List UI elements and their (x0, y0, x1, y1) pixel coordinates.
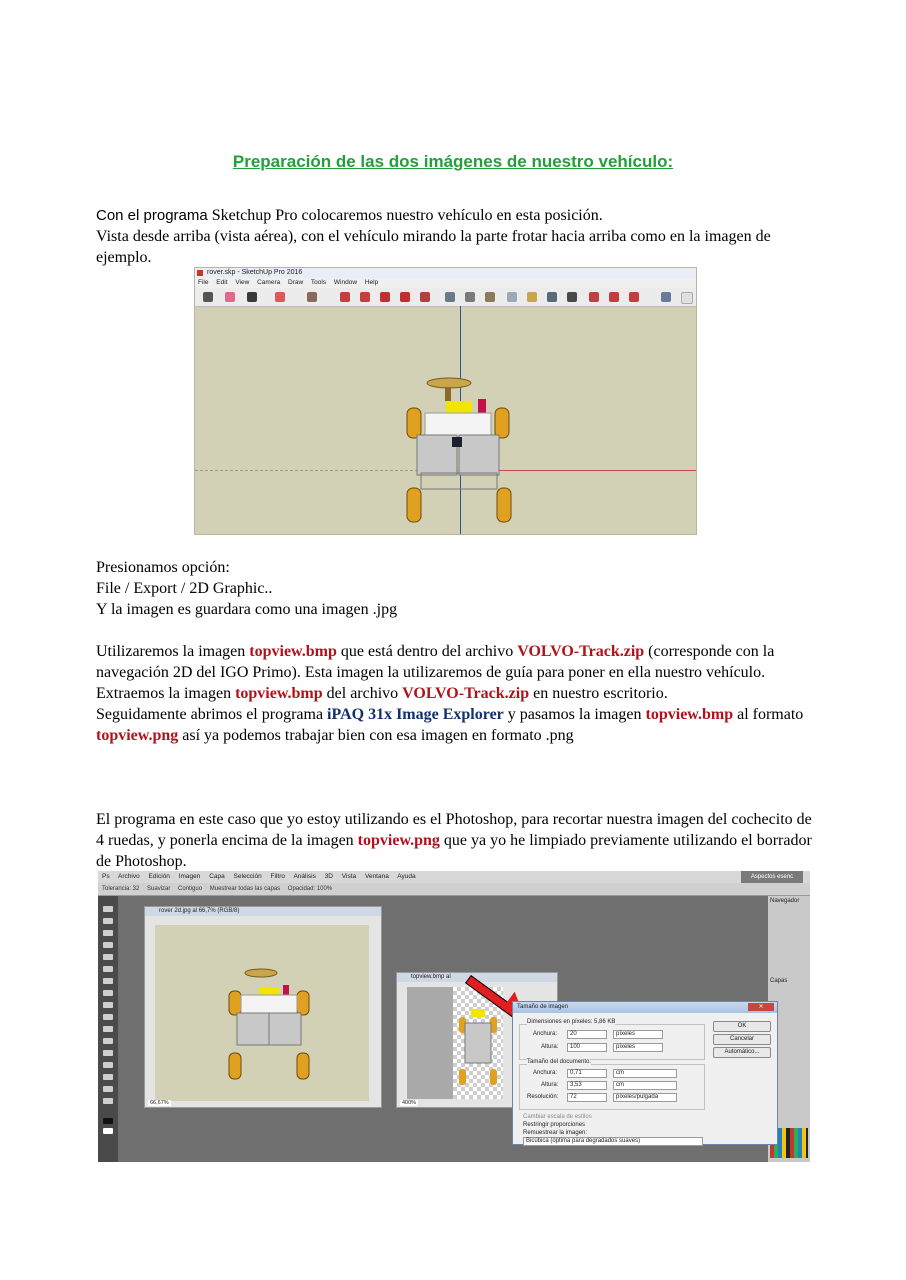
component-icon[interactable] (609, 292, 619, 302)
text-run: del archivo (322, 685, 403, 702)
doc2-pasteboard (407, 987, 453, 1099)
topview-paragraph (96, 641, 816, 746)
pixel-width-unit-select[interactable]: píxeles (613, 1030, 663, 1039)
sketchup-menubar (195, 278, 696, 288)
filename-volvo-zip: VOLVO-Track.zip (402, 685, 530, 702)
ok-button[interactable]: OK (713, 1021, 771, 1032)
export-line2: File / Export / 2D Graphic.. (96, 580, 273, 597)
hand-tool-icon[interactable] (103, 1086, 113, 1092)
filename-topview-bmp: topview.bmp (645, 706, 734, 723)
antialias-checkbox[interactable]: Suavizar (147, 886, 171, 892)
filename-topview-png: topview.png (96, 727, 179, 744)
doc2-zoom-level[interactable]: 400% (402, 1100, 417, 1106)
eraser-tool-icon[interactable] (225, 292, 235, 302)
rotate-tool-icon[interactable] (400, 292, 410, 302)
pixel-height-input[interactable]: 100 (567, 1043, 607, 1052)
filename-volvo-zip: VOLVO-Track.zip (517, 643, 645, 660)
rover-model-image (219, 967, 319, 1087)
resolution-unit-select[interactable]: píxeles/pulgada (613, 1093, 677, 1102)
dialog-title: Tamaño de imagen (517, 1004, 569, 1010)
doc-height-label: Altura: (541, 1082, 559, 1088)
intro-line1: Sketchup Pro colocaremos nuestro vehículo en esta posición. (207, 207, 603, 224)
shape-tool-icon[interactable] (103, 1074, 113, 1080)
extension-icon[interactable] (629, 292, 639, 302)
ps-menu-vista[interactable]: Vista (341, 873, 357, 880)
doc1-zoom-level[interactable]: 66,67% (150, 1100, 169, 1106)
ps-menu-seleccion[interactable]: Selección (233, 873, 262, 880)
brush-tool-icon[interactable] (103, 978, 113, 984)
resolution-input[interactable]: 72 (567, 1093, 607, 1102)
zoom-tool-icon[interactable] (103, 1098, 113, 1104)
image-size-dialog (512, 1001, 778, 1145)
sketchup-titlebar (195, 268, 696, 278)
rover-model-image (395, 373, 525, 533)
select-tool-icon[interactable] (203, 292, 213, 302)
scale-styles-checkbox[interactable]: Cambiar escala de estilos (523, 1114, 592, 1120)
doc-width-label: Anchura: (533, 1070, 558, 1076)
resample-method-select[interactable]: Bicúbica (óptima para degradados suaves) (523, 1137, 703, 1146)
constrain-proportions-checkbox[interactable]: Restringir proporciones (523, 1122, 586, 1128)
sketchup-window-title: rover.skp - SketchUp Pro 2016 (207, 269, 303, 276)
document-size-label: Tamaño del documento: (527, 1059, 592, 1065)
ps-menu-imagen[interactable]: Imagen (178, 873, 201, 880)
navigator-panel[interactable]: Navegador (770, 898, 800, 904)
tape-tool-icon[interactable] (445, 292, 455, 302)
menu-tools[interactable]: Tools (310, 279, 327, 286)
eraser-tool-icon[interactable] (103, 1002, 113, 1008)
ps-menu-filtro[interactable]: Filtro (270, 873, 285, 880)
style-icon[interactable] (681, 292, 693, 304)
marquee-tool-icon[interactable] (103, 918, 113, 924)
resample-checkbox[interactable]: Remuestrear la imagen: (523, 1130, 588, 1136)
pixel-width-input[interactable]: 20 (567, 1030, 607, 1039)
text-tool-icon[interactable] (465, 292, 475, 302)
pixel-dimensions-group (519, 1024, 705, 1060)
export-line1: Presionamos opción: (96, 559, 230, 576)
pixel-width-label: Anchura: (533, 1031, 558, 1037)
wand-tool-icon[interactable] (103, 942, 113, 948)
menu-view[interactable]: View (235, 279, 250, 286)
ps-menu-capa[interactable]: Capa (209, 873, 225, 880)
doc-height-unit-select[interactable]: cm (613, 1081, 677, 1090)
menu-window[interactable]: Window (333, 279, 358, 286)
pen-tool-icon[interactable] (103, 1038, 113, 1044)
doc-height-input[interactable]: 3,53 (567, 1081, 607, 1090)
doc-width-unit-select[interactable]: cm (613, 1069, 677, 1078)
dialog-titlebar (513, 1002, 777, 1013)
filename-topview-png: topview.png (357, 832, 440, 849)
followme-tool-icon[interactable] (360, 292, 370, 302)
zoom-tool-icon[interactable] (547, 292, 557, 302)
ps-menu-archivo[interactable]: Archivo (118, 873, 140, 880)
rover-canvas[interactable] (155, 925, 369, 1101)
pixel-dimensions-label: Dimensiones en píxeles: 5,86 KB (527, 1019, 616, 1025)
opacity-field[interactable]: Opacidad: 100% (287, 886, 333, 892)
lasso-tool-icon[interactable] (103, 930, 113, 936)
sketchup-app-icon (197, 270, 203, 276)
rover-thumbnail-image (457, 1005, 499, 1095)
cancel-button[interactable]: Cancelar (713, 1034, 771, 1045)
text-run: que está dentro del archivo (336, 643, 518, 660)
scale-tool-icon[interactable] (420, 292, 430, 302)
axes-tool-icon[interactable] (485, 292, 495, 302)
rover-document-window[interactable] (144, 906, 382, 1108)
workspace-button[interactable]: Aspectos esenc (741, 871, 803, 883)
text-run: (corresponde con la navegación 2D del IGO Primo). Esta imagen la utilizaremos de guía para poner en ella nuestro vehículo. (96, 643, 775, 681)
crop-tool-icon[interactable] (103, 954, 113, 960)
sketchup-toolbar (195, 288, 696, 307)
ps-logo-icon: Ps (102, 873, 110, 880)
dialog-close-button[interactable]: ✕ (748, 1003, 774, 1011)
tolerance-field[interactable]: Tolerancia: 32 (102, 886, 140, 892)
text-run: así ya podemos trabajar bien con esa imagen en formato .png (178, 727, 574, 744)
photoshop-paragraph (96, 809, 816, 872)
photoshop-screenshot (98, 871, 810, 1162)
photoshop-menubar (98, 871, 810, 883)
orbit-tool-icon[interactable] (507, 292, 517, 302)
menu-help[interactable]: Help (364, 279, 379, 286)
background-color-icon[interactable] (103, 1128, 113, 1134)
page-title: Preparación de las dos imágenes de nuestro vehículo: (232, 152, 674, 171)
pushpull-tool-icon[interactable] (340, 292, 350, 302)
ps-menu-edicion[interactable]: Edición (148, 873, 170, 880)
text-run: El programa en este caso que yo estoy utilizando es el Photoshop, para recortar nuestra imagen del cochecito de 4 ruedas, y ponerla encima de la imagen (96, 811, 812, 849)
doc1-title: rover 2d.jpg al 66,7% (RGB/8) (159, 908, 240, 914)
type-tool-icon[interactable] (103, 1050, 113, 1056)
intro-lead: Con el programa (96, 207, 208, 224)
resolution-label: Resolución: (527, 1094, 559, 1100)
move-tool-icon[interactable] (103, 906, 113, 912)
ps-menu-ayuda[interactable]: Ayuda (397, 873, 416, 880)
filename-topview-bmp: topview.bmp (235, 685, 323, 702)
export-paragraph (96, 557, 816, 620)
menu-edit[interactable]: Edit (216, 279, 228, 286)
ps-menu-analisis[interactable]: Análisis (293, 873, 316, 880)
zoom-extents-icon[interactable] (567, 292, 577, 302)
foreground-color-icon[interactable] (103, 1118, 113, 1124)
pan-tool-icon[interactable] (527, 292, 537, 302)
text-run: y pasamos la imagen (503, 706, 646, 723)
text-run: Utilizaremos la imagen (96, 643, 250, 660)
layout-icon[interactable] (661, 292, 671, 302)
menu-camera[interactable]: Camera (257, 279, 281, 286)
intro-line2: Vista desde arriba (vista aérea), con el vehículo mirando la parte frotar hacia arriba como en la imagen de ejemplo. (96, 228, 771, 266)
warehouse-icon[interactable] (589, 292, 599, 302)
text-run: que ya yo he limpiado previamente utilizando el borrador de Photoshop. (96, 832, 812, 870)
pixel-height-label: Altura: (541, 1044, 559, 1050)
doc1-titlebar (145, 907, 381, 916)
dodge-tool-icon[interactable] (103, 1026, 113, 1032)
ps-menu-ventana[interactable]: Ventana (364, 873, 389, 880)
text-run: Extraemos la imagen (96, 685, 236, 702)
eyedropper-tool-icon[interactable] (103, 966, 113, 972)
text-run: Seguidamente abrimos el programa (96, 706, 328, 723)
contiguous-checkbox[interactable]: Contiguo (178, 886, 203, 892)
sketchup-screenshot (194, 267, 697, 535)
doc2-title: topview.bmp al (411, 974, 451, 980)
options-bar (98, 883, 810, 896)
doc-width-input[interactable]: 0,71 (567, 1069, 607, 1078)
path-tool-icon[interactable] (103, 1062, 113, 1068)
text-run: al formato (733, 706, 804, 723)
auto-button[interactable]: Automático... (713, 1047, 771, 1058)
text-run: en nuestro escritorio. (529, 685, 668, 702)
bucket-tool-icon[interactable] (103, 1014, 113, 1020)
menu-file[interactable]: File (198, 279, 209, 286)
paint-tool-icon[interactable] (307, 292, 317, 302)
export-line3: Y la imagen es guardara como una imagen .jpg (96, 601, 398, 618)
stamp-tool-icon[interactable] (103, 990, 113, 996)
layers-panel[interactable]: Capas (770, 978, 788, 984)
pixel-height-unit-select[interactable]: píxeles (613, 1043, 663, 1052)
pencil-tool-icon[interactable] (247, 292, 257, 302)
intro-paragraph (96, 205, 816, 268)
filename-topview-bmp: topview.bmp (249, 643, 337, 660)
move-tool-icon[interactable] (380, 292, 390, 302)
shape-tool-icon[interactable] (275, 292, 285, 302)
program-name: iPAQ 31x Image Explorer (327, 706, 504, 723)
ps-menu-3d[interactable]: 3D (324, 873, 333, 880)
sample-all-checkbox[interactable]: Muestrear todas las capas (209, 886, 281, 892)
tools-panel (98, 896, 118, 1162)
menu-draw[interactable]: Draw (288, 279, 304, 286)
